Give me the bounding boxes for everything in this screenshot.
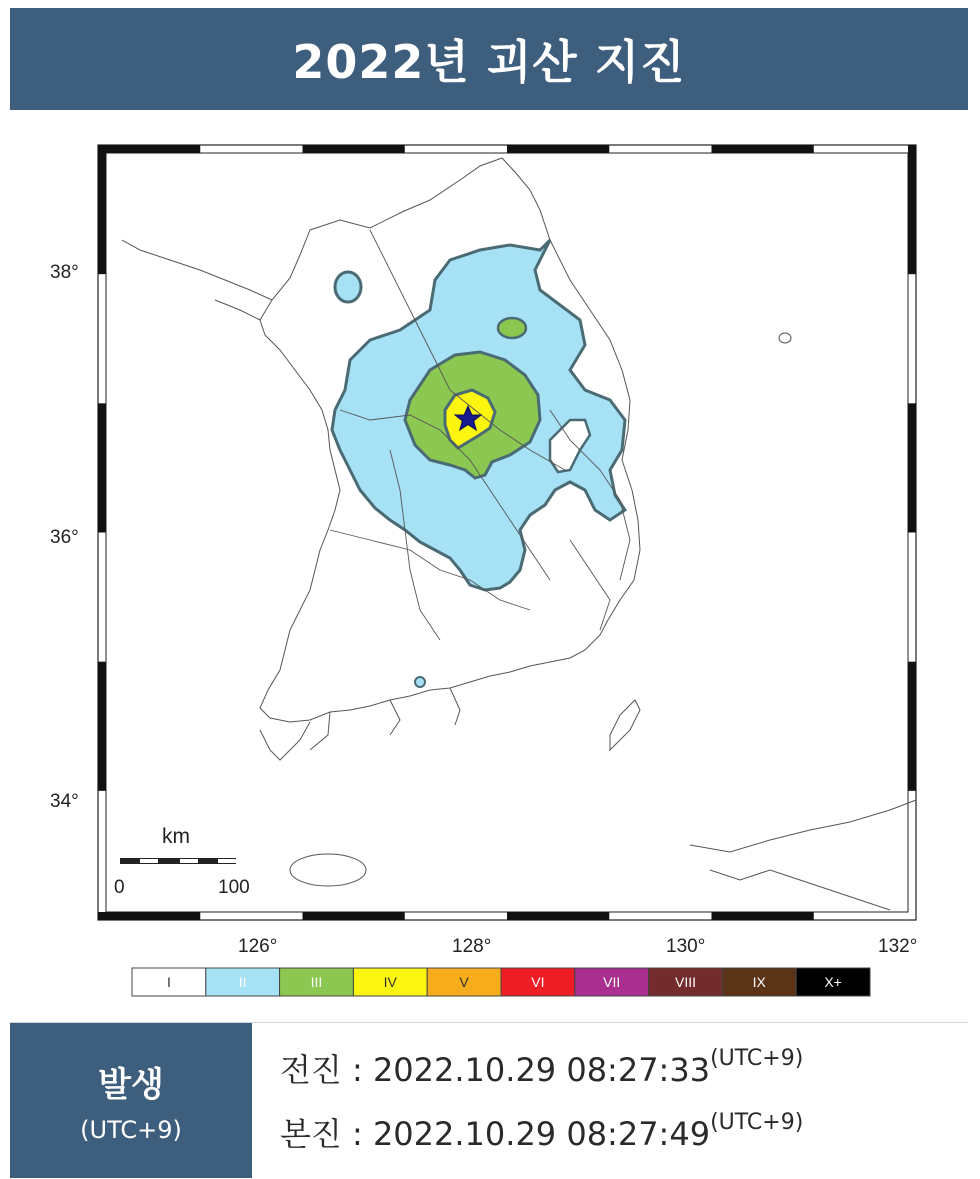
lon-label-130: 130° bbox=[666, 936, 706, 957]
border-tick bbox=[98, 912, 200, 920]
scale-bar-unit: km bbox=[162, 825, 190, 848]
legend-label: IX bbox=[752, 974, 766, 990]
border-tick bbox=[98, 145, 106, 274]
border-tick bbox=[98, 662, 106, 791]
border-tick bbox=[98, 403, 106, 532]
border-tick bbox=[303, 145, 405, 153]
intensity-ii-patch bbox=[335, 272, 361, 302]
scale-bar-end: 100 bbox=[218, 877, 250, 898]
mainshock-time: 본진 : 2022.10.29 $08:27:49^{(UTC+9)}$ bbox=[280, 1110, 804, 1153]
border-tick bbox=[507, 145, 609, 153]
border-tick bbox=[98, 145, 200, 153]
scale-bar-start: 0 bbox=[114, 877, 125, 898]
mainshock-tz: (UTC+9) bbox=[710, 1110, 804, 1136]
occurrence-info bbox=[10, 1022, 968, 1178]
occurrence-label: 발생 bbox=[98, 1065, 164, 1105]
lat-label-34: 34° bbox=[50, 791, 79, 812]
border-tick bbox=[908, 662, 916, 791]
foreshock-time: 전진 : 2022.10.29 $08:27:33^{(UTC+9)}$ bbox=[280, 1046, 804, 1089]
scale-bar-segment bbox=[180, 859, 198, 863]
page-title: 2022년 괴산 지진 bbox=[292, 35, 686, 89]
intensity-map bbox=[10, 110, 968, 1022]
legend-label: X+ bbox=[824, 974, 842, 990]
legend-label: VI bbox=[531, 974, 545, 990]
lat-label-36: 36° bbox=[50, 527, 79, 548]
border-tick bbox=[712, 912, 814, 920]
lon-label-128: 128° bbox=[452, 936, 492, 957]
legend-label: II bbox=[238, 974, 247, 990]
border-tick bbox=[908, 145, 916, 274]
occurrence-label-cell bbox=[10, 1023, 252, 1178]
border-tick bbox=[303, 912, 405, 920]
intensity-ii-patch-small bbox=[415, 677, 425, 687]
intensity-map-panel bbox=[10, 110, 968, 1022]
border-tick bbox=[507, 912, 609, 920]
occurrence-values bbox=[252, 1023, 968, 1178]
page-header bbox=[10, 8, 968, 110]
legend-label: VII bbox=[603, 974, 621, 990]
legend-label: III bbox=[310, 974, 323, 990]
lon-label-132: 132° bbox=[878, 936, 918, 957]
intensity-legend bbox=[132, 968, 870, 996]
lon-label-126: 126° bbox=[238, 936, 278, 957]
legend-label: VIII bbox=[674, 974, 697, 990]
occurrence-timezone: (UTC+9) bbox=[80, 1116, 182, 1144]
legend-label: V bbox=[459, 974, 469, 990]
border-tick bbox=[908, 403, 916, 532]
legend-label: IV bbox=[383, 974, 397, 990]
border-tick bbox=[712, 145, 814, 153]
foreshock-tz: (UTC+9) bbox=[710, 1046, 804, 1072]
scale-bar-segment bbox=[218, 859, 236, 863]
intensity-iii-patch bbox=[498, 318, 526, 338]
legend-label: I bbox=[166, 974, 171, 990]
lat-label-38: 38° bbox=[50, 262, 79, 283]
scale-bar-segment bbox=[140, 859, 158, 863]
